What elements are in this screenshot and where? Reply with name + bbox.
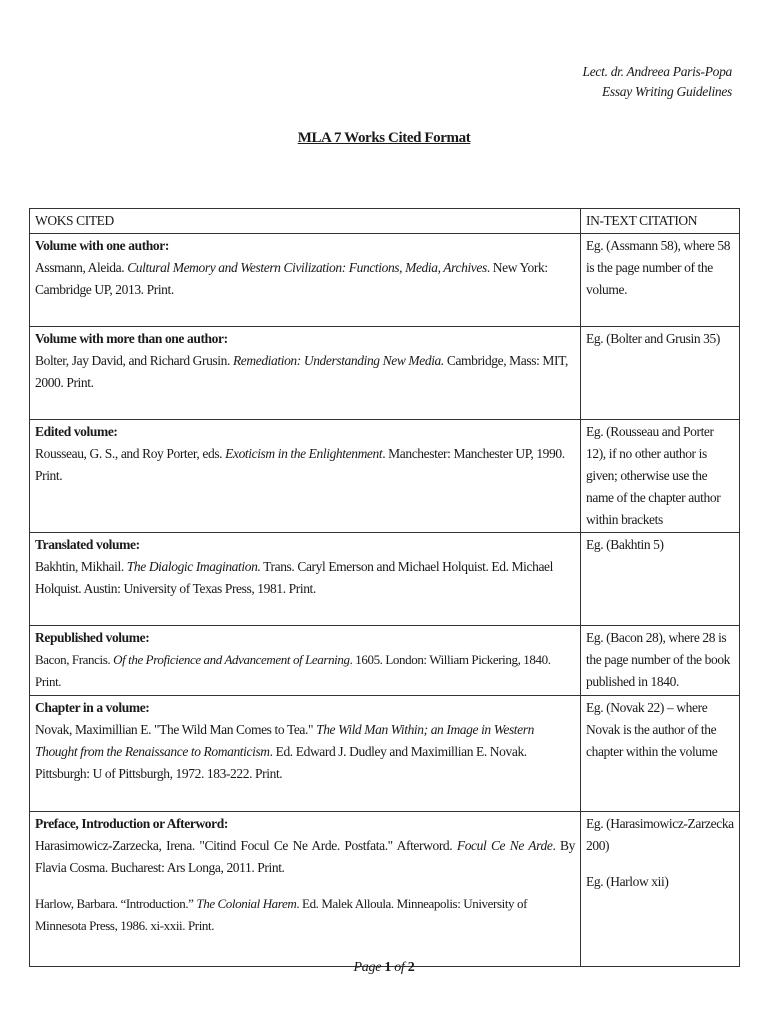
entry-label: Volume with one author: (35, 238, 169, 253)
works-cited-cell (30, 626, 581, 696)
entry-label: Volume with more than one author: (35, 331, 228, 346)
works-cited-cell (30, 234, 581, 327)
table-row (30, 234, 740, 327)
entry-label: Chapter in a volume: (35, 700, 150, 715)
table-row (30, 327, 740, 420)
works-cited-cell (30, 420, 581, 533)
in-text-citation-cell: Eg. (Bacon 28), where 28 is the page number of the book published in 1840. (581, 626, 740, 696)
in-text-citation-cell: Eg. (Novak 22) – where Novak is the author of the chapter within the volume (581, 696, 740, 812)
entry-reference: Bacon, Francis. Of the Proficience and Advancement of Learning. 1605. London: William Pickering, 1840. Print. (35, 652, 551, 689)
entry-reference: Bakhtin, Mikhail. The Dialogic Imagination. Trans. Caryl Emerson and Michael Holquist. Ed. Michael Holquist. Austin: University of Texas Press, 1981. Print. (35, 559, 554, 596)
citation-example-second: Eg. (Harlow xii) (586, 874, 669, 889)
works-cited-cell (30, 696, 581, 812)
citation-example: Eg. (Harasimowicz-Zarzecka 200) (586, 816, 734, 853)
entry-reference-second: Harlow, Barbara. “Introduction.” The Colonial Harem. Ed. Malek Alloula. Minneapolis: University of Minnesota Press, 1986. xi-xxii. Print. (35, 896, 528, 933)
in-text-citation-cell: Eg. (Bakhtin 5) (581, 533, 740, 626)
entry-reference: Rousseau, G. S., and Roy Porter, eds. Exoticism in the Enlightenment. Manchester: Manchester UP, 1990. Print. (35, 446, 565, 483)
table-row (30, 696, 740, 812)
entry-reference: Assmann, Aleida. Cultural Memory and Western Civilization: Functions, Media, Archives. New York: Cambridge UP, 2013. Print. (35, 260, 548, 297)
works-cited-cell (30, 812, 581, 967)
in-text-citation-cell: Eg. (Assmann 58), where 58 is the page number of the volume. (581, 234, 740, 327)
col-header-works-cited: WOKS CITED (30, 209, 581, 234)
entry-label: Republished volume: (35, 630, 150, 645)
table-header-row (30, 209, 740, 234)
in-text-citation-cell: Eg. (Bolter and Grusin 35) (581, 327, 740, 420)
entry-label: Translated volume: (35, 537, 140, 552)
entry-reference: Bolter, Jay David, and Richard Grusin. Remediation: Understanding New Media. Cambridge, Mass: MIT, 2000. Print. (35, 353, 568, 390)
table-row (30, 533, 740, 626)
in-text-citation-cell (581, 812, 740, 967)
table-row (30, 420, 740, 533)
entry-reference: Harasimowicz-Zarzecka, Irena. "Citind Focul Ce Ne Arde. Postfata." Afterword. Focul Ce Ne Arde. By Flavia Cosma. Bucharest: Ars Longa, 2011. Print. (35, 838, 575, 875)
works-cited-table (29, 208, 740, 967)
col-header-in-text-citation: IN-TEXT CITATION (581, 209, 740, 234)
works-cited-cell (30, 533, 581, 626)
table-row (30, 812, 740, 967)
in-text-citation-cell: Eg. (Rousseau and Porter 12), if no other author is given; otherwise use the name of the chapter author within brackets (581, 420, 740, 533)
running-header (583, 62, 732, 102)
entry-label: Preface, Introduction or Afterword: (35, 816, 228, 831)
table-row (30, 626, 740, 696)
header-author: Lect. dr. Andreea Paris-Popa (582, 64, 732, 79)
entry-label: Edited volume: (35, 424, 118, 439)
page-number: Page 1 of 2 (353, 960, 415, 975)
entry-reference: Novak, Maximillian E. "The Wild Man Comes to Tea." The Wild Man Within; an Image in Western Thought from the Renaissance to Romanticism. Ed. Edward J. Dudley and Maximillian E. Novak. Pittsburgh: U of Pittsburgh, 1972. 183-222. Print. (35, 722, 534, 781)
works-cited-cell (30, 327, 581, 420)
page-title: MLA 7 Works Cited Format (297, 130, 471, 146)
header-subtitle: Essay Writing Guidelines (601, 84, 732, 99)
